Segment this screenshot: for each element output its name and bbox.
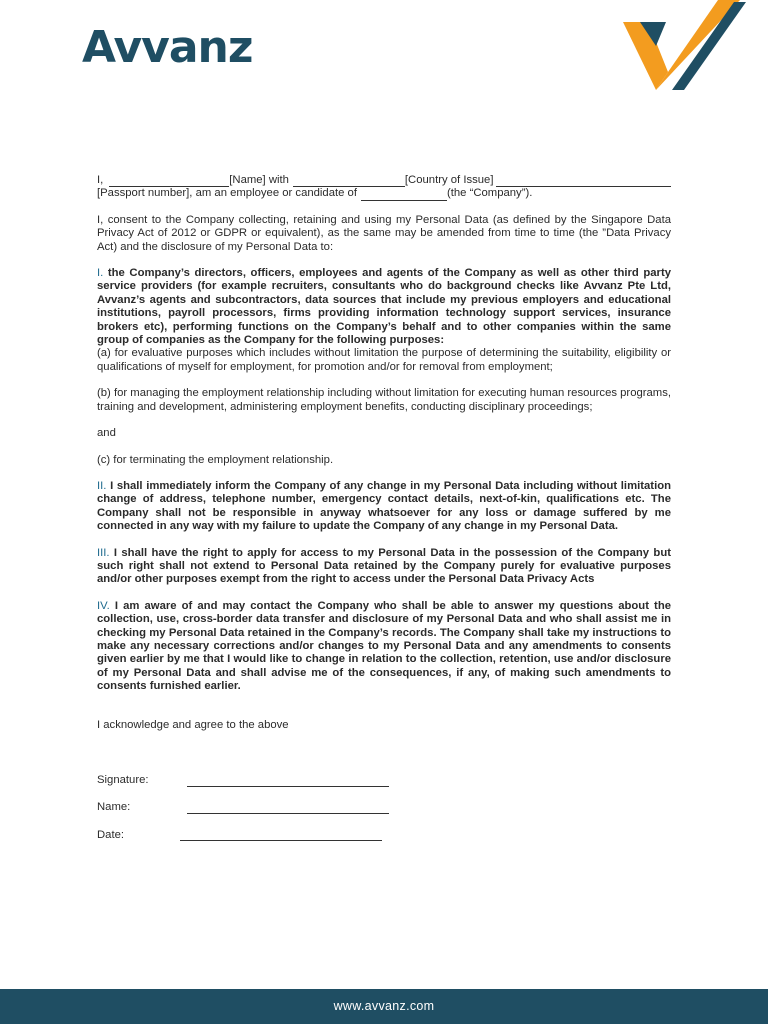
date-label: Date: (97, 829, 125, 841)
section-2 (97, 480, 671, 534)
company-blank[interactable] (361, 189, 447, 201)
name-label: Name: (97, 801, 131, 813)
section-3-number: III. (97, 546, 110, 559)
section-1-text: the Company’s directors, officers, employees and agents of the Company as well as other third party service providers (for example recruiters, consultants who do background checks like Avvanz Pte Ltd, Avvanz’s agents and subcontractors, data sources that include my previous employers and educational institutions, payroll processors, firms providing information technology support services, insurance brokers etc), performing functions on the Company’s behalf and to other companies within the same group of companies as the Company for the following purposes: (97, 267, 671, 347)
passport-field-label: [Passport number], am an employee or candidate of (97, 187, 357, 200)
section-2-text: I shall immediately inform the Company of any change in my Personal Data including without limitation change of address, telephone number, emergency contact details, next-of-kin, qualifications etc. The Company shall not be responsible in anyway whatsoever for any loss or damage suffered by me connected in any way with my failure to update the Company of any change in my Personal Data. (97, 479, 672, 533)
section-4 (97, 600, 671, 694)
country-blank[interactable] (293, 175, 405, 187)
name-line[interactable] (187, 812, 389, 814)
acknowledge-text: I acknowledge and agree to the above (97, 719, 289, 731)
signature-label: Signature: (97, 774, 149, 786)
date-line[interactable] (180, 839, 382, 841)
intro-line-2 (97, 187, 671, 200)
checkmark-logo-icon (618, 0, 748, 92)
purpose-b: (b) for managing the employment relationship including without limitation for executing human resources programs, training and development, administering employment benefits, conducting disciplinary proceedings; (97, 387, 671, 413)
signature-line[interactable] (187, 785, 389, 787)
purpose-a: (a) for evaluative purposes which includes without limitation the purpose of determining the suitability, eligibility or qualifications of myself for employment, for promotion and/or for removal from employment; (97, 347, 671, 373)
passport-blank[interactable] (496, 175, 671, 187)
section-1-number: I. (97, 267, 104, 280)
intro-line-1 (97, 174, 671, 187)
consent-paragraph: I, consent to the Company collecting, retaining and using my Personal Data (as defined by the Singapore Data Privacy Act of 2012 or GDPR or equivalent), as the same may be amended from time to time (the ”Data Privacy Act) and the disclosure of my Personal Data to: (97, 213, 671, 253)
name-field-label: [Name] with (229, 174, 289, 186)
footer-bar (0, 989, 768, 1024)
section-1 (97, 267, 671, 347)
name-blank[interactable] (109, 175, 229, 187)
purpose-and: and (97, 427, 116, 440)
section-3 (97, 547, 671, 587)
intro-i: I, (97, 174, 104, 186)
purpose-c: (c) for terminating the employment relationship. (97, 453, 334, 466)
section-4-number: IV. (97, 599, 110, 612)
section-2-number: II. (97, 479, 107, 492)
consent-document (97, 174, 671, 707)
country-field-label: [Country of Issue] (404, 174, 494, 186)
section-4-text: I am aware of and may contact the Company who shall be able to answer my questions about the collection, use, cross-border data transfer and disclosure of my Personal Data and who shall assist me in checking my Personal Data retained in the Company’s records. The Company shall take my instructions to make any necessary corrections and/or changes to my Personal Data and any amendments to consents given earlier by me that I would like to change in relation to the collection, retention, use and/or disclosure of my Personal Data and shall advise me of the consequences, if any, of making such amendments to consents furnished earlier. (97, 599, 671, 693)
company-logo-text: Avvanz (82, 22, 253, 73)
company-field-label: (the “Company”). (446, 187, 533, 200)
footer-website-link[interactable]: www.avvanz.com (333, 999, 435, 1013)
section-3-text: I shall have the right to apply for access to my Personal Data in the possession of the Company but such right shall not extend to Personal Data retained by the Company purely for evaluative purposes and/or other purposes exempt from the right to access under the Personal Data Privacy Acts (97, 546, 671, 586)
